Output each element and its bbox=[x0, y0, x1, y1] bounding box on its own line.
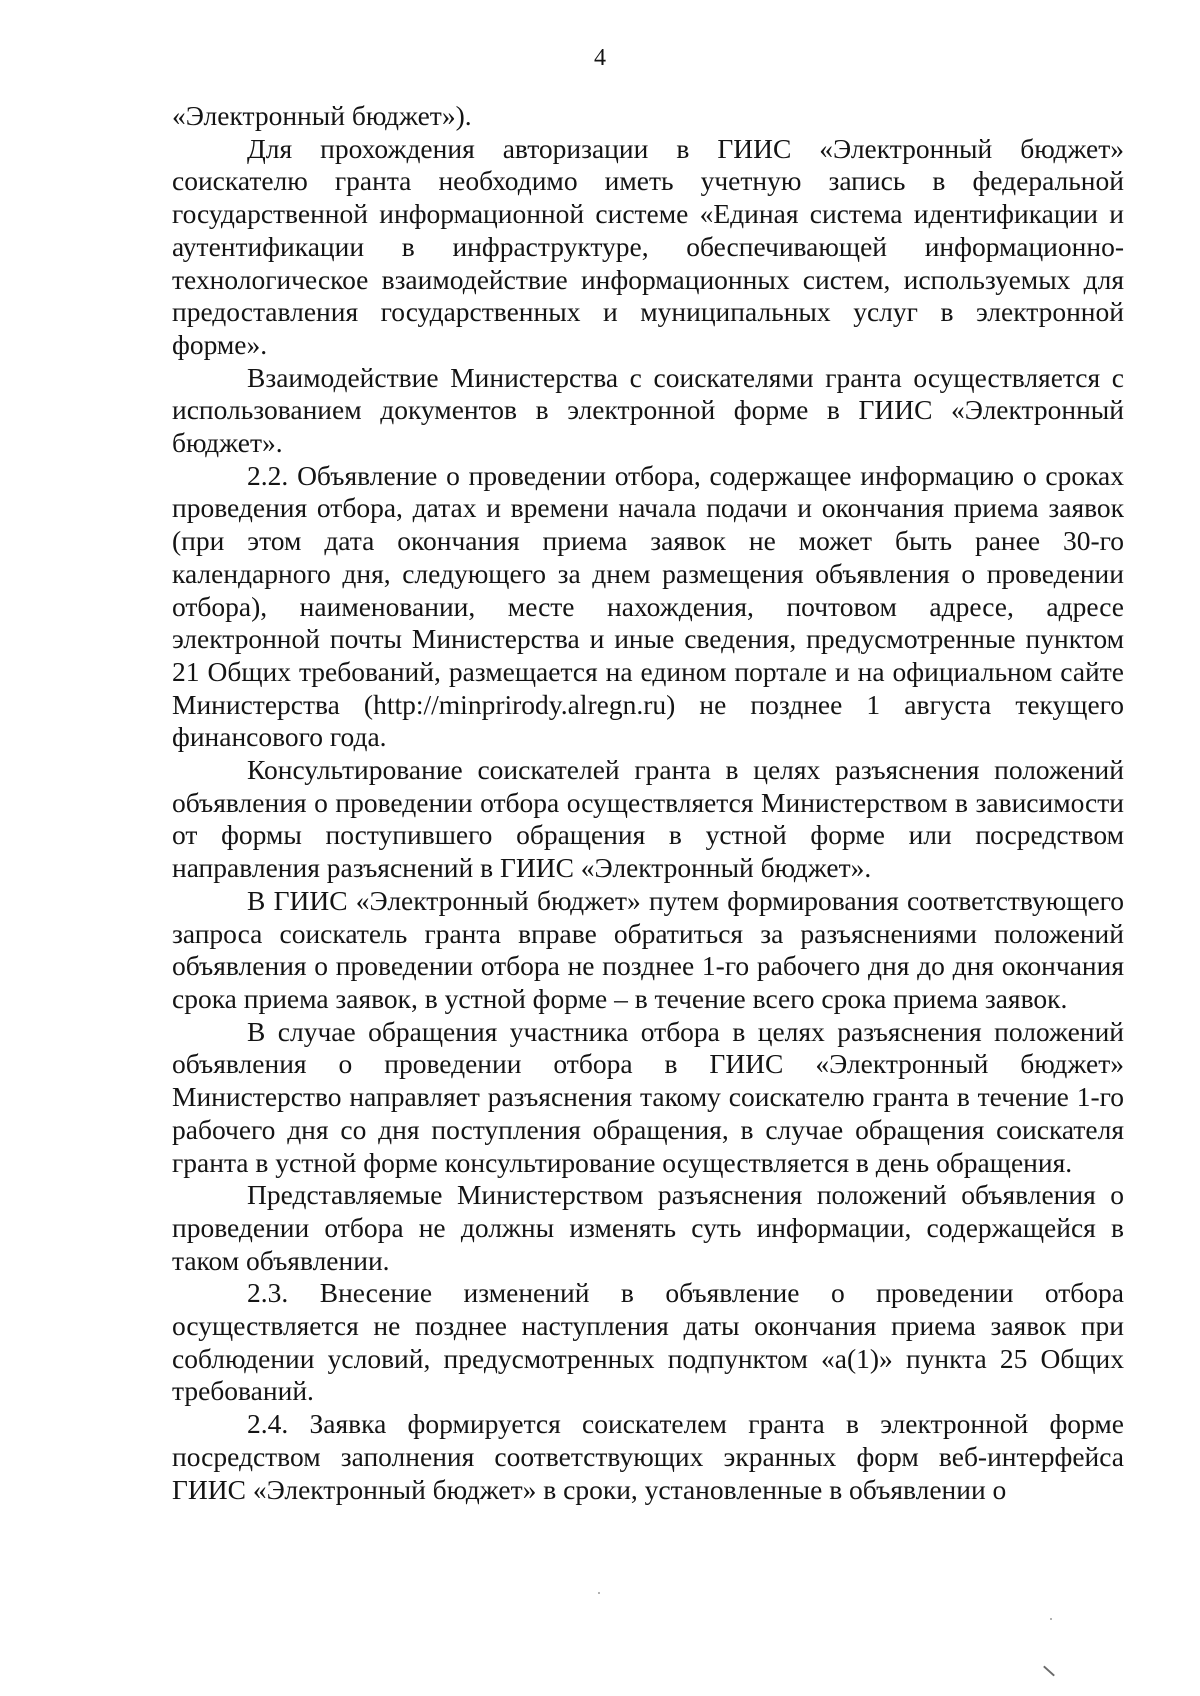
section-2-4-paragraph: 2.4. Заявка формируется соискателем гранта в электронной форме посредством заполнения соответствующих экранных форм веб-интерфейса ГИИС «Электронный бюджет» в сроки, установленные в объявлении о bbox=[172, 1408, 1124, 1505]
paragraph: Для прохождения авторизации в ГИИС «Электронный бюджет» соискателю гранта необходимо иметь учетную запись в федеральной государственной информационной системе «Единая система идентификации и аутентификации в инфраструктуре, обеспечивающей информационно-технологическое взаимодействие информационных систем, используемых для предоставления государственных и муниципальных услуг в электронной форме». bbox=[172, 132, 1124, 360]
scan-artifact-dot bbox=[1050, 1618, 1052, 1620]
section-2-3-paragraph: 2.3. Внесение изменений в объявление о проведении отбора осуществляется не позднее наступления даты окончания приема заявок при соблюдении условий, предусмотренных подпунктом «а(1)» пункта 25 Общих требований. bbox=[172, 1277, 1124, 1407]
paragraph: В ГИИС «Электронный бюджет» путем формирования соответствующего запроса соискатель гранта вправе обратиться за разъяснениями положений объявления о проведении отбора не позднее 1-го рабочего дня до дня окончания срока приема заявок, в устной форме – в течение всего срока приема заявок. bbox=[172, 884, 1124, 1014]
section-2-2-paragraph: 2.2. Объявление о проведении отбора, содержащее информацию о сроках проведения отбора, датах и времени начала подачи и окончания приема заявок (при этом дата окончания приема заявок не может быть ранее 30-го календарного дня, следующего за днем размещения объявления о проведении отбора), наименовании, месте нахождения, почтовом адресе, адресе электронной почты Министерства и иные сведения, предусмотренные пунктом 21 Общих требований, размещается на едином портале и на официальном сайте Министерства (http://minprirody.alregn.ru) не позднее 1 августа текущего финансового года. bbox=[172, 459, 1124, 753]
scan-artifact-dot bbox=[598, 1592, 600, 1594]
paragraph: Взаимодействие Министерства с соискателями гранта осуществляется с использованием документов в электронной форме в ГИИС «Электронный бюджет». bbox=[172, 361, 1124, 459]
scan-artifact-mark bbox=[1043, 1666, 1055, 1677]
paragraph: «Электронный бюджет»). bbox=[172, 100, 472, 131]
paragraph: В случае обращения участника отбора в целях разъяснения положений объявления о проведении отбора в ГИИС «Электронный бюджет» Министерство направляет разъяснения такому соискателю гранта в течение 1-го рабочего дня со дня поступления обращения, в случае обращения соискателя гранта в устной форме консультирование осуществляется в день обращения. bbox=[172, 1015, 1124, 1178]
document-body bbox=[172, 100, 1124, 1506]
paragraph: Консультирование соискателей гранта в целях разъяснения положений объявления о проведении отбора осуществляется Министерством в зависимости от формы поступившего обращения в устной форме или посредством направления разъяснений в ГИИС «Электронный бюджет». bbox=[172, 754, 1124, 884]
paragraph: Представляемые Министерством разъяснения положений объявления о проведении отбора не должны изменять суть информации, содержащейся в таком объявлении. bbox=[172, 1179, 1124, 1276]
page-number: 4 bbox=[594, 45, 606, 71]
